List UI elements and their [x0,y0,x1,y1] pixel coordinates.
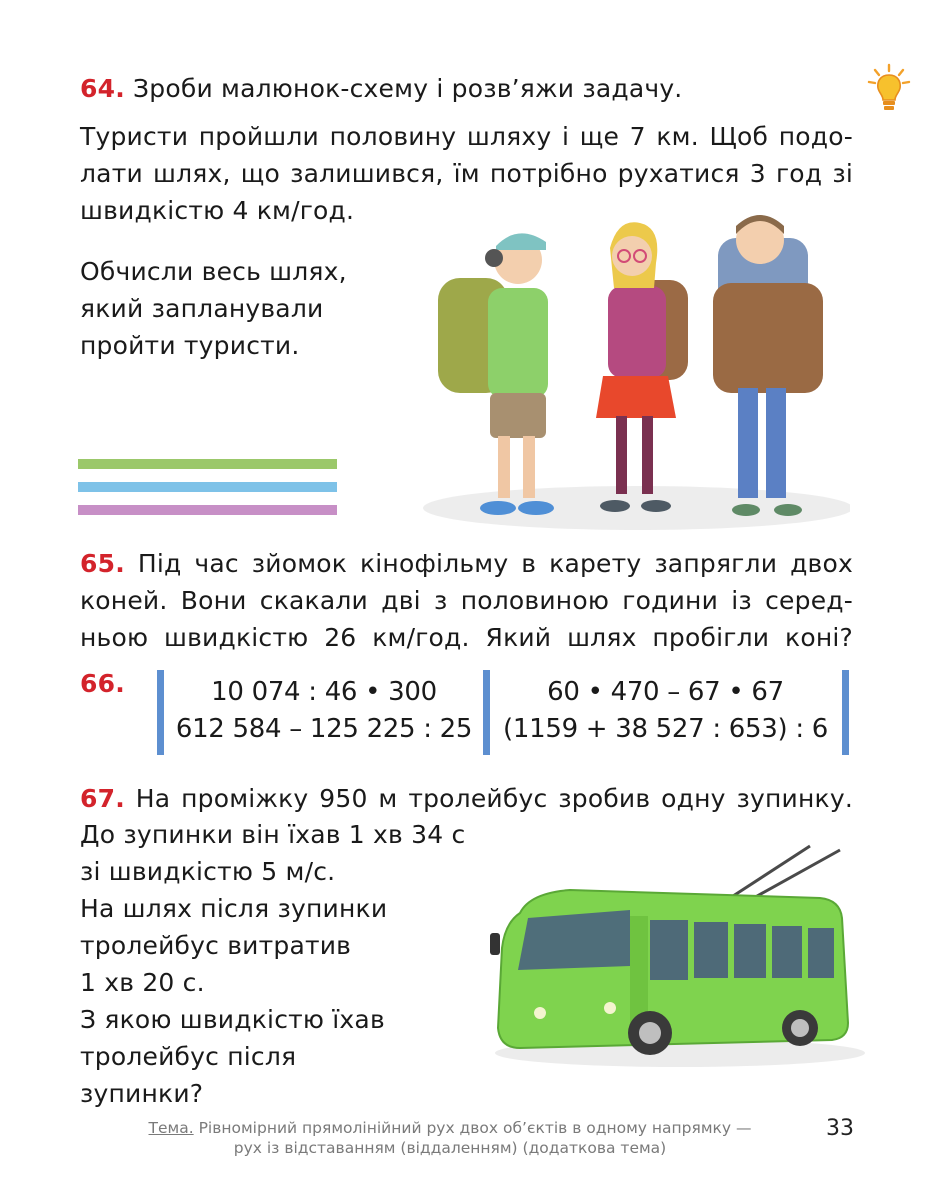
text-line: швидкістю 4 км/год. [80,196,355,225]
tourist-girl-glasses [596,222,688,512]
text-line: До зупинки він їхав 1 хв 34 с [80,820,466,849]
text-line [80,780,853,817]
topic-text: Рівномірний прямолінійний рух двох об’єктів в одному напрямку — [198,1119,752,1137]
expression: 10 074 : 46 • 300 [211,677,437,707]
problem-64-question [80,253,380,364]
question-line: Обчисли весь шлях, [80,257,347,286]
question-line: пройти туристи. [80,331,300,360]
divider-bar [483,670,490,755]
text-line-content: На проміжку 950 м тролейбус зробив одну зупинку. [135,784,853,813]
divider-bar [842,670,849,755]
tourist-boy-jacket [713,215,823,516]
footer-line [90,1118,810,1138]
text-line: зупинки? [80,1079,204,1108]
expression: 60 • 470 – 67 • 67 [547,677,784,707]
topic-label: Тема. [148,1119,194,1137]
text-line: лати шлях, що залишився, їм потрібно рухатися 3 год зі [80,159,853,188]
problem-number: 64. [80,74,125,103]
tourist-boy-headphones [438,233,554,515]
text-line: зі швидкістю 5 м/с. [80,857,336,886]
problem-67-heading [80,780,853,817]
answer-stripe-green [78,459,337,469]
text-line: ньою швидкістю 26 км/год. Який шлях пробігли коні? [80,623,853,652]
trolleybus-illustration [480,838,870,1078]
problem-67-text [80,816,500,1112]
text-line [80,545,853,582]
text-line-content: Під час зйомок кінофільму в карету запрягли двох [137,549,853,578]
answer-stripe-blue [78,482,337,492]
problem-number: 65. [80,549,125,578]
expression: (1159 + 38 527 : 653) : 6 [503,714,828,744]
expression-column-left [168,674,480,748]
lightbulb-icon [866,63,912,113]
text-line: 1 хв 20 с. [80,968,205,997]
page-footer-topic [90,1118,810,1158]
text-line: коней. Вони скакали дві з половиною години із серед- [80,586,853,615]
problem-number: 66. [80,669,125,698]
page-number: 33 [826,1116,854,1141]
problem-number: 67. [80,784,125,813]
divider-bar [157,670,164,755]
expression: 612 584 – 125 225 : 25 [175,714,473,744]
text-line: Туристи пройшли половину шляху і ще 7 км. Щоб подо- [80,122,853,151]
tourists-illustration [418,208,850,538]
answer-stripe-purple [78,505,337,515]
problem-instruction: Зроби малюнок-схему і розв’яжи задачу. [133,74,683,103]
text-line: На шлях після зупинки [80,894,388,923]
text-line: тролейбус після [80,1042,297,1071]
problem-65-text [80,545,853,656]
question-line: який запланували [80,294,324,323]
problem-64-heading [80,70,720,107]
text-line: З якою швидкістю їхав [80,1005,385,1034]
footer-line: рух із відставанням (віддаленням) (додаткова тема) [233,1139,667,1157]
text-line: тролейбус витратив [80,931,352,960]
expression-column-right [493,674,838,748]
